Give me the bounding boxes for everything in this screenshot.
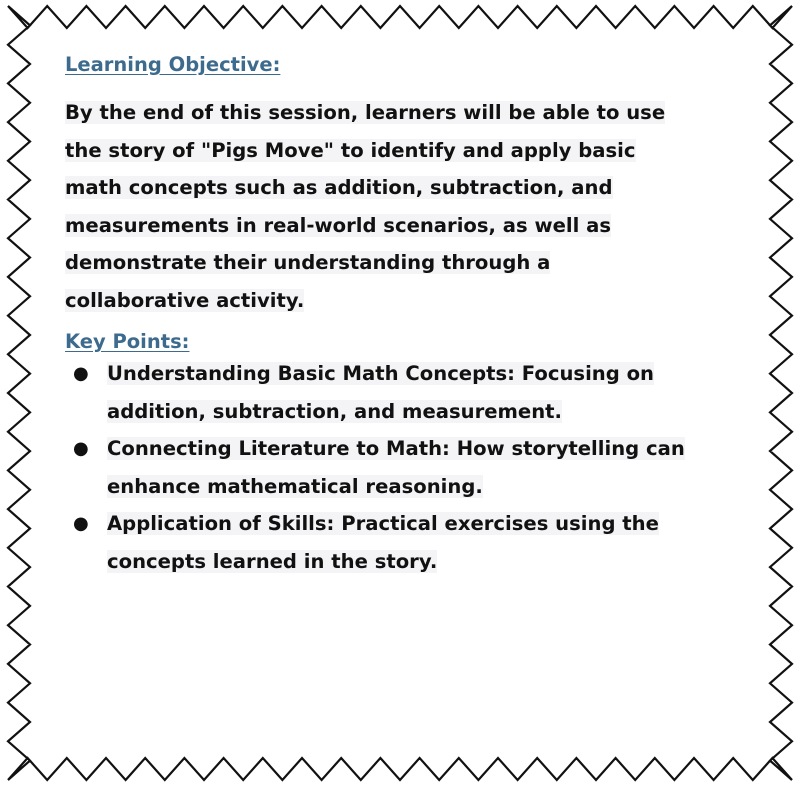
bullet-icon: ●	[73, 438, 89, 459]
key-point-text: Understanding Basic Math Concepts: Focusing on addition, subtraction, and measurement.	[107, 362, 655, 423]
key-point-text: Application of Skills: Practical exercises using the concepts learned in the story.	[107, 512, 659, 573]
key-point-item	[65, 430, 685, 505]
key-point-item	[65, 355, 685, 430]
key-point-text: Connecting Literature to Math: How storytelling can enhance mathematical reasoning.	[107, 437, 685, 498]
key-points-heading: Key Points:	[65, 330, 190, 353]
key-point-item	[65, 505, 685, 580]
learning-objective-heading: Learning Objective:	[65, 53, 281, 76]
key-points-list	[65, 355, 685, 580]
bullet-icon: ●	[73, 513, 89, 534]
learning-objective-text	[65, 94, 685, 319]
learning-objective-text-content: By the end of this session, learners will be able to use the story of "Pigs Move" to identify and apply basic math concepts such as addition, subtraction, and measurements in real-world scenarios, as well as demonstrate their understanding through a collaborative activity.	[65, 101, 666, 312]
bullet-icon: ●	[73, 363, 89, 384]
document-body	[65, 52, 685, 580]
